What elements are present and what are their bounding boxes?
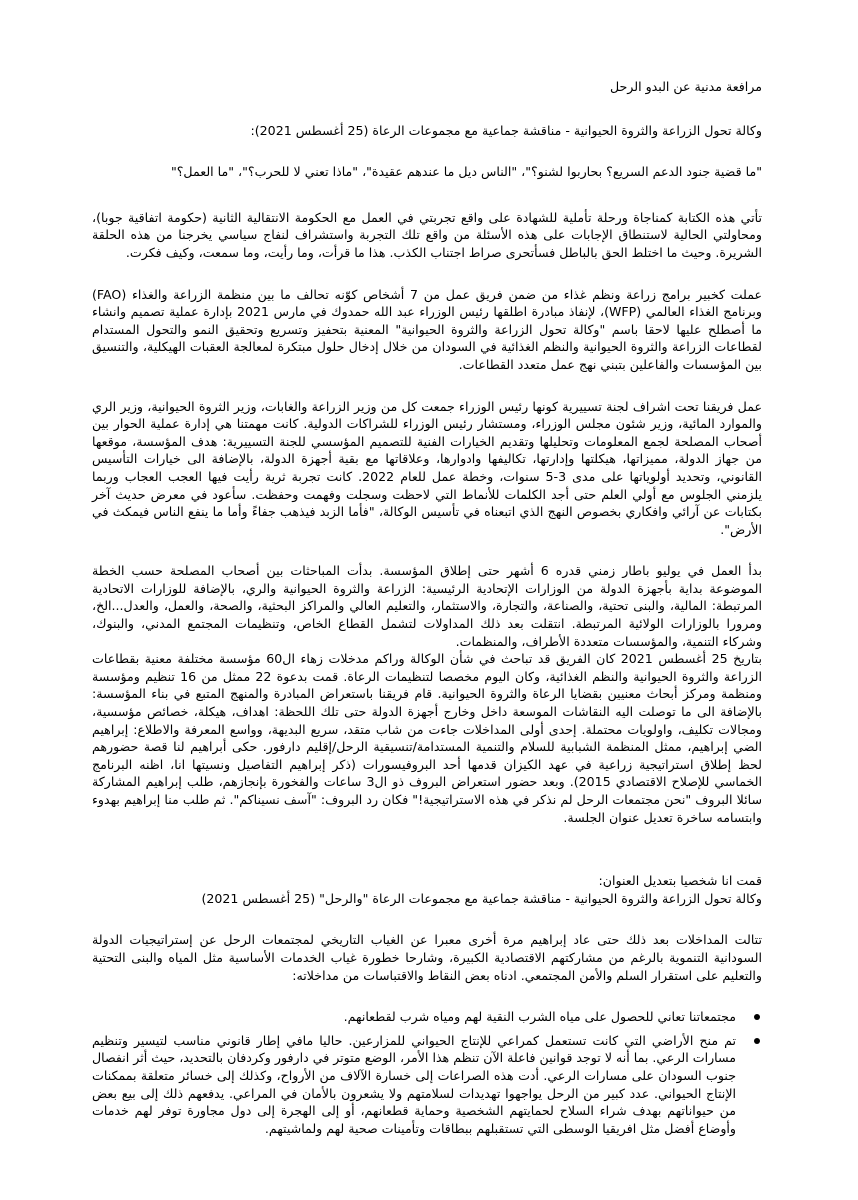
quoted-questions: "ما قضية جنود الدعم السريع؟ بحاربوا لشنو؟"، "الناس ديل ما عندهم عقيدة"، "ماذا تعني لا للحرب؟"، "ما العمل؟"	[170, 164, 762, 180]
bullet-icon	[754, 1014, 760, 1020]
spacer	[92, 850, 762, 872]
paragraph-closing: تتالت المداخلات بعد ذلك حتى عاد إبراهيم مرة أخرى معبرا عن الغياب التاريخي لمجتمعات الرحل عن إستراتيجيات الدولة السودانية التنموية بالرغم من مشاركتهم الاقتصادية الكبيرة، وشارحا خطورة غياب الخدمات الأساسية مثل المياه والبنى التحتية والتعليم على استقرار السلم والأمن المجتمعي. ادناه بعض النقاط والاقتباسات من مداخلاته:	[92, 932, 762, 983]
rename-intro: قمت انا شخصيا بتعديل العنوان:	[598, 873, 762, 889]
bullet-text: مجتمعاتنا تعاني للحصول على مياه الشرب النقية لهم ومياه شرب لقطعانهم.	[343, 1009, 736, 1025]
rename-title: وكالة تحول الزراعة والثروة الحيوانية - مناقشة جماعية مع مجموعات الرعاة "والرحل" (25 أغسطس 2021)	[201, 890, 762, 906]
paragraph-steering-committee: عمل فريقنا تحت اشراف لجنة تسييرية كونها رئيس الوزراء جمعت كل من وزير الزراعة والغابات، وزير الثروة الحيوانية، وزير الري والموارد المائية، وزير شئون مجلس الوزراء، ومستشار رئيس الوزراء للشراكات الدولية. كانت مهمتنا هي إدارة عملية الحوار بين أصحاب المصلحة لجمع المعلومات وتحليلها وتقديم الخيارات الفنية للتصميم المؤسسي للجنة التسييرية: هدف المؤسسة، موقعها من جهاز الدولة، مميزاتها، هيكلتها وإدارتها، تكاليفها وادوارها، وعلاقاتها مع بقية أجهزة الدولة، بالإضافة الى خيارات التأسيس القانوني، وتحديد أولوياتها على مدى 3-5 سنوات، وخطة عمل للعام 2022. كانت تجربة ثرية رأيت فيها العجب العجاب وربما يلزمني الجلوس مع أولي العلم حتى أجد الكلمات للأنماط التي لاحظت وسجلت وفهمت وحفظت. سأعود في معرض حديث آخر بكتابات عن آرائي وافكاري بخصوص النهج الذي اتبعناه في تأسيس الوكالة، "فأما الزبد فيذهب جفاءً وأما ما ينفع الناس فيمكث في الأرض".	[92, 398, 762, 537]
bullet-text: تم منح الأراضي التي كانت تستعمل كمراعي للإنتاج الحيواني للمزارعين. حاليا مافي إطار قانوني مناسب لتيسير وتنظيم مسارات الرعي. بما أنه لا توجد قوانين فاعلة الآن تنظم هذا الأمر، الوضع متوتر في دارفور وكردفان بالتحديد، حيث أثر انفصال جنوب السودان على مسارات الرعي. أدت هذه الصراعات إلى خسارة الآلاف من الأرواح، وكذلك إلى خسائر متعلقة بممكنات الإنتاج الحيواني. عدد كبير من الرحل يواجهوا تهديدات لسلامتهم ولا يشعرون بالأمان في المراعي. يدفعهم ذلك إلى بيع بعض من حيواناتهم بهدف شراء السلاح لحمايتهم الشخصية وحماية قطعانهم، أو إلى الهجرة إلى دول مجاورة توفر لهم خدمات وأوضاع أفضل مثل افريقيا الوسطى التي تستقبلهم ببطاقات وتأمينات صحية لهم ولماشيتهم.	[92, 1032, 736, 1136]
document-page	[92, 78, 762, 1143]
bullet-icon	[754, 1038, 760, 1044]
rename-block	[92, 872, 762, 907]
bullet-list	[92, 1008, 762, 1137]
paragraph-intro: تأتي هذه الكتابة كمناجاة ورحلة تأملية للشهادة على واقع تجربتي في العمل مع الحكومة الانتقالية الثانية (حكومة اتفاقية جوبا)، ومحاولتي الحالية لاستنطاق الإجابات على هذه الأسئلة من واقع تلك التجربة واستشراف لنفاج سياسي يخرجنا من هذه الحلقة الشريرة. وحيث ما اختلط الحق بالباطل فسأتحرى صراط اجتناب الكذب. هذا ما قرأت، وما رأيت، وما سمعت، وكيف فكرت.	[92, 209, 762, 260]
meeting-subtitle: وكالة تحول الزراعة والثروة الحيوانية - مناقشة جماعية مع مجموعات الرعاة (25 أغسطس 2021):	[250, 122, 762, 138]
paragraph-team: عملت كخبير برامج زراعة ونظم غذاء من ضمن فريق عمل من 7 أشخاص كوّنه تحالف ما بين منظمة الزراعة والغذاء (FAO) وبرنامج الغذاء العالمي (WFP)، لإنفاذ مبادرة اطلقها رئيس الوزراء عبد الله حمدوك في مارس 2021 بإدارة عملية تصميم وانشاء ما أصطلح عليها لاحقا باسم "وكالة تحول الزراعة والثروة الحيوانية" المعنية بتحفيز وتسريع وتحقيق النمو والتحول المستدام لقطاعات الزراعة والثروة الحيوانية والنظم الغذائية في السودان من خلال إدخال حلول مبتكرة لمعالجة العقبات الهيكلية، والتنسيق بين المؤسسات والفاعلين بتبني نهج عمل متعدد القطاعات.	[92, 286, 762, 372]
document-title: مرافعة مدنية عن البدو الرحل	[609, 79, 762, 94]
list-item	[92, 1008, 762, 1026]
list-item	[92, 1032, 762, 1138]
paragraph-pastoralists-session: بتاريخ 25 أغسطس 2021 كان الفريق قد تباحث في شأن الوكالة وراكم مدخلات زهاء ال60 مؤسسة مختلفة معنية بقطاعات الزراعة والثروة الحيوانية والنظم الغذائية، وكان اليوم مخصصا لتنظيمات الرعاة. قمت بدعوة 22 ممثل من 16 تنظيم ومؤسسة ومنظمة ومركز أبحاث معنيين بقضايا الرعاة والثروة الحيوانية. قام فريقنا باستعراض المبادرة والمنهج المتبع في بناء المؤسسة: بالإضافة الى ما توصلت اليه النقاشات الموسعة داخل وخارج أجهزة الدولة حتى تلك اللحظة: اهداف، هيكلة، خصائص مؤسسية، ومجالات تكليف، واولويات محتملة. إحدى أولى المداخلات جاءت من شاب متقد، سريع البديهة، وواسع المعرفة والاطلاع: إبراهيم الضي إبراهيم، ممثل المنظمة الشبابية للسلام والتنمية المستدامة/تنسيقية الرحل/إقليم دارفور. حكى أبراهيم لنا قصة حضورهم لحظ إطلاق استراتيجية زراعية في عهد الكيزان قدمها أحد البروفيسورات (ذكر إبراهيم التفاصيل ونسيتها انا، اظنه البرنامج الخماسي للإصلاح الاقتصادي 2015). وبعد حضور استعراض البروف ذو ال3 ساعات والفخورة بإنجازهم، طلب إبراهيم المشاركة سائلا البروف "نحن مجتمعات الرحل لم نذكر في هذه الاستراتيجية!" فكان رد البروف: "آسف نسيناكم". ثم طلب منا إبراهيم بهدوء وابتسامه ساخرة تعديل عنوان الجلسة.	[92, 651, 763, 825]
paragraph-work-start: بدأ العمل في يوليو باطار زمني قدره 6 أشهر حتى إطلاق المؤسسة. بدأت المباحثات بين أصحاب المصلحة حسب الخطة الموضوعة بداية بأجهزة الدولة من الوزارات الإتحادية الرئيسية: الزراعة والثروة الحيوانية والري، بالإضافة للوزارات الاتحادية المرتبطة: المالية، والبنى تحتية، والصناعة، والتجارة، والاستثمار، والتعليم العالي والمراكز البحثية، والصحة، والعمل، والعدل...الخ، ومرورا بالوزارات الولائية المرتبطة. انتقلت بعد ذلك المداولات لتشمل القطاع الخاص، وتنظيمات المجتمع المدني، والبنوك، وشركاء التنمية، والمؤسسات متعددة الأطراف، والمنظمات.	[92, 563, 762, 649]
